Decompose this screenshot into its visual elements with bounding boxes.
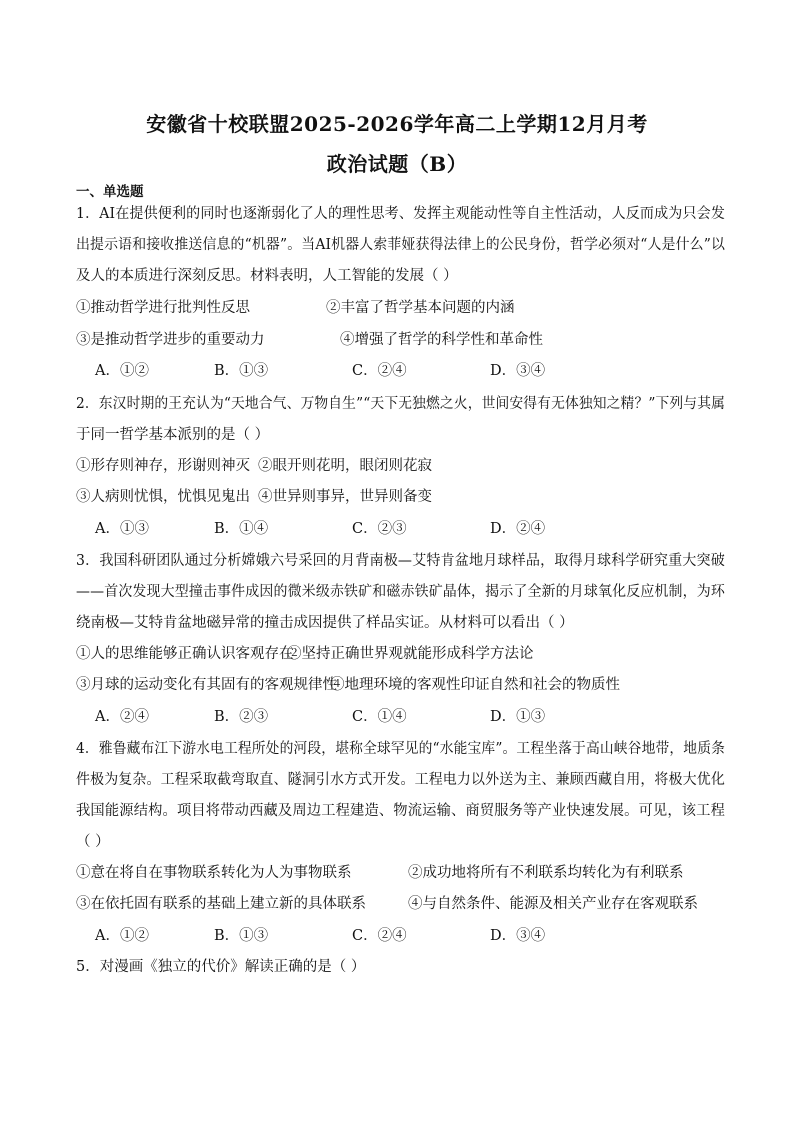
q1-choice-a[interactable]: A．①② [95, 363, 149, 379]
q3-choice-c[interactable]: C．①④ [352, 709, 407, 725]
q2-choice-b[interactable]: B．①④ [214, 521, 269, 537]
q3-option: ②坚持正确世界观就能形成科学方法论 [287, 646, 534, 662]
q3-option: ④地理环境的客观性印证自然和社会的物质性 [330, 677, 620, 693]
q3-choice-d[interactable]: D．①③ [490, 709, 546, 725]
q3-stem-line: 绕南极—艾特肯盆地磁异常的撞击成因提供了样品实证。从材料可以看出（ ） [76, 615, 574, 631]
exam-title: 安徽省十校联盟2025-2026学年高二上学期12月月考 [146, 112, 648, 136]
q4-option: ①意在将自在事物联系转化为人为事物联系 [76, 865, 352, 881]
q5-stem-line: 5．对漫画《独立的代价》解读正确的是（ ） [76, 959, 366, 975]
q4-choice-b[interactable]: B．①③ [214, 928, 269, 944]
q2-option: ④世异则事异，世异则备变 [258, 489, 432, 505]
q3-stem-line: 3．我国科研团队通过分析嫦娥六号采回的月背南极—艾特肯盆地月球样品，取得月球科学研究重大突破 [76, 553, 725, 569]
q1-option: ②丰富了哲学基本问题的内涵 [326, 300, 515, 316]
q4-choice-d[interactable]: D．③④ [490, 928, 546, 944]
q1-stem-line: 及人的本质进行深刻反思。材料表明，人工智能的发展（ ） [76, 268, 458, 284]
q4-stem-line: 4．雅鲁藏布江下游水电工程所处的河段，堪称全球罕见的“水能宝库”。工程坐落于高山峡谷地带，地质条 [76, 741, 726, 757]
q1-stem-line: 1．AI在提供便利的同时也逐渐弱化了人的理性思考、发挥主观能动性等自主性活动，人反而成为只会发 [76, 206, 726, 222]
q4-stem-line: （ ） [76, 834, 110, 850]
q4-option: ②成功地将所有不利联系均转化为有利联系 [408, 865, 684, 881]
section-heading: 一、单选题 [76, 184, 144, 200]
q3-option: ③月球的运动变化有其固有的客观规律性 [76, 677, 337, 693]
q3-choice-a[interactable]: A．②④ [95, 709, 149, 725]
q4-choice-c[interactable]: C．②④ [352, 928, 407, 944]
q2-choice-d[interactable]: D．②④ [490, 521, 546, 537]
q3-option: ①人的思维能够正确认识客观存在 [76, 646, 294, 662]
q1-choice-d[interactable]: D．③④ [490, 363, 546, 379]
q1-option: ④增强了哲学的科学性和革命性 [340, 332, 543, 348]
q4-choice-a[interactable]: A．①② [95, 928, 149, 944]
q2-stem-line: 2．东汉时期的王充认为“天地合气、万物自生”“天下无独燃之火，世间安得有无体独知之精？”下列与其属 [76, 396, 725, 412]
exam-subtitle: 政治试题（B） [326, 152, 468, 176]
q4-option: ③在依托固有联系的基础上建立新的具体联系 [76, 896, 366, 912]
q4-option: ④与自然条件、能源及相关产业存在客观联系 [408, 896, 698, 912]
q2-option: ③人病则忧惧，忧惧见鬼出 [76, 489, 250, 505]
q2-choice-a[interactable]: A．①③ [95, 521, 149, 537]
q1-choice-c[interactable]: C．②④ [352, 363, 407, 379]
q3-choice-b[interactable]: B．②③ [214, 709, 269, 725]
q2-option: ①形存则神存，形谢则神灭 [76, 458, 250, 474]
q2-option: ②眼开则花明，眼闭则花寂 [258, 458, 432, 474]
q4-stem-line: 件极为复杂。工程采取截弯取直、隧洞引水方式开发。工程电力以外送为主、兼顾西藏自用，将极大优化 [76, 772, 725, 788]
q4-stem-line: 我国能源结构。项目将带动西藏及周边工程建造、物流运输、商贸服务等产业快速发展。可见，该工程 [76, 803, 726, 819]
q2-choice-c[interactable]: C．②③ [352, 521, 407, 537]
q2-stem-line: 于同一哲学基本派别的是（ ） [76, 427, 270, 443]
q3-stem-line: ——首次发现大型撞击事件成因的微米级赤铁矿和磁赤铁矿晶体，揭示了全新的月球氧化反应机制，为环 [76, 584, 725, 600]
q1-stem-line: 出提示语和接收推送信息的“机器”。当AI机器人索菲娅获得法律上的公民身份，哲学必须对“人是什么”以 [76, 237, 726, 253]
q1-choice-b[interactable]: B．①③ [214, 363, 269, 379]
q1-option: ①推动哲学进行批判性反思 [76, 300, 250, 316]
q1-option: ③是推动哲学进步的重要动力 [76, 332, 265, 348]
